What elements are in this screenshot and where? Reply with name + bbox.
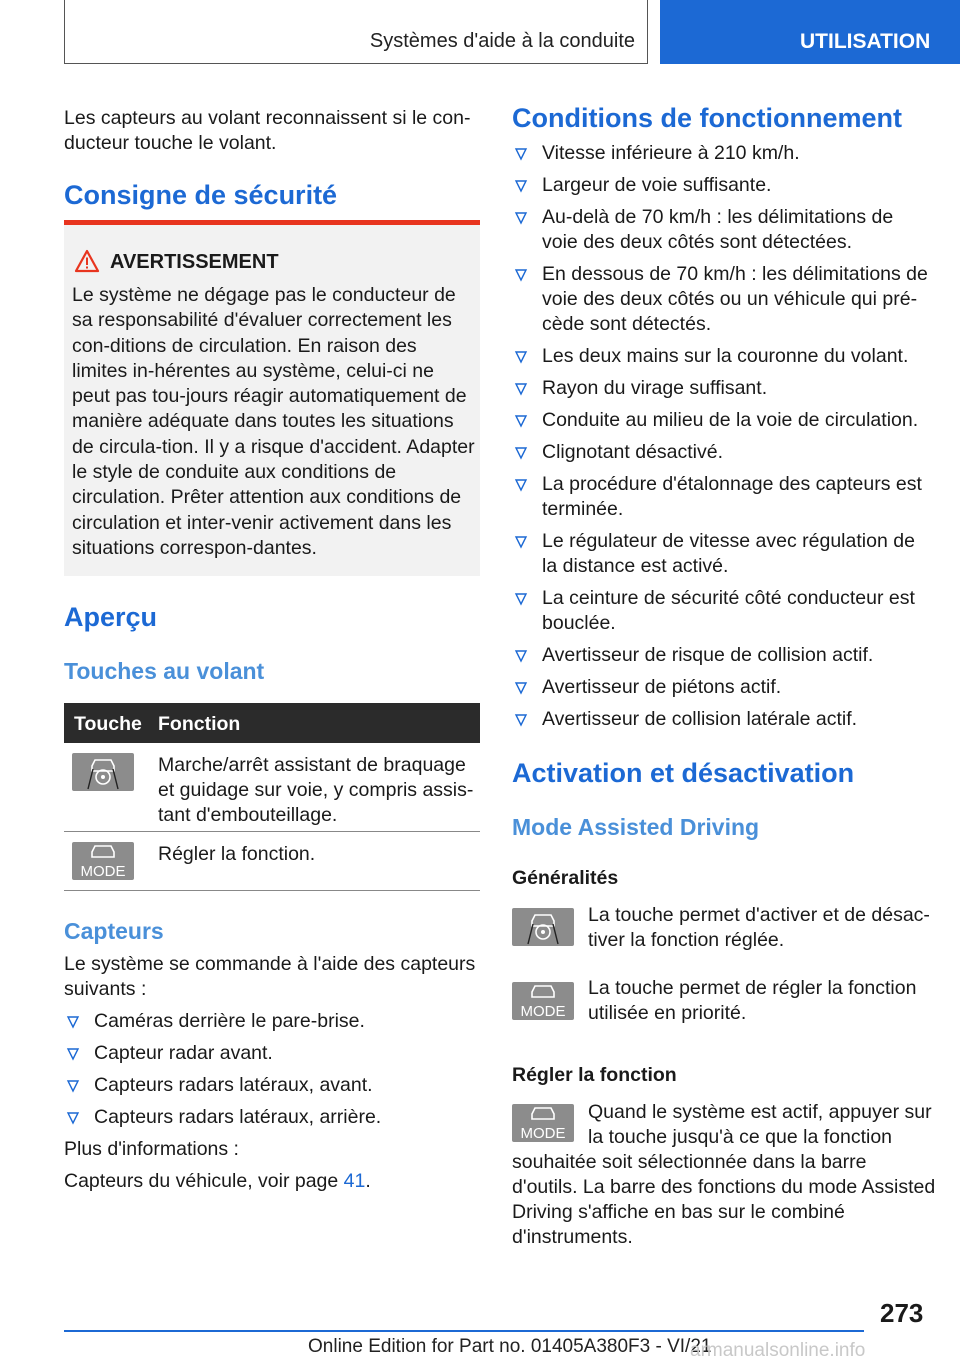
table-row (64, 832, 480, 891)
footer-rule (64, 1330, 864, 1332)
table-row (64, 743, 480, 832)
mode-heading: Mode Assisted Driving (512, 814, 760, 840)
list-item: Caméras derrière le pare-brise. (64, 1009, 480, 1034)
mode-button-icon (512, 982, 574, 1020)
see-page-reference: Capteurs du véhicule, voir page 41. (64, 1170, 371, 1192)
mode-button-icon (512, 1104, 574, 1142)
warning-triangle-icon (74, 249, 100, 273)
list-item: En dessous de 70 km/h : les délimitations de voie des deux côtés ou un véhicule qui pré-cède sont détectés. (512, 262, 932, 337)
sensors-intro: Le système se commande à l'aide des capteurs suivants : (64, 953, 476, 1000)
general-text-1: La touche permet d'activer et de désac-tiver la fonction réglée. (588, 904, 930, 951)
triangle-bullet-icon (514, 411, 528, 429)
list-item: Capteurs radars latéraux, arrière. (64, 1105, 480, 1130)
overview-heading: Aperçu (64, 602, 158, 632)
list-item: La ceinture de sécurité côté conducteur est bouclée. (512, 586, 932, 636)
list-item: Le régulateur de vitesse avec régulation de la distance est activé. (512, 529, 932, 579)
triangle-bullet-icon (514, 678, 528, 696)
triangle-bullet-icon (66, 1012, 80, 1030)
sensors-heading: Capteurs (64, 918, 164, 944)
warning-body: Le système ne dégage pas le conducteur de sa responsabilité d'évaluer correctement les con-ditions de circulation. En raison des limites in-hérentes au système, celui-ci ne peut pas tou-jours réagir automatiquement de manière adéquate dans toutes les situations de circula-tion. Il y a risque d'accident. Adapter le style de conduite aux conditions de circulation. Prêter attention aux conditions de circulation et inter-venir activement dans les situations correspon-dantes. (72, 284, 475, 559)
mode-label: MODE (520, 1125, 566, 1142)
triangle-bullet-icon (66, 1044, 80, 1062)
list-item: Avertisseur de piétons actif. (512, 675, 932, 700)
intro-text: Les capteurs au volant reconnaissent si le con- ducteur touche le volant. (64, 107, 471, 154)
list-item: Largeur de voie suffisante. (512, 173, 932, 198)
list-item: Rayon du virage suffisant. (512, 376, 932, 401)
buttons-table (64, 703, 480, 891)
chapter-title: Systèmes d'aide à la conduite (369, 30, 635, 52)
sensors-list (64, 1009, 480, 1130)
watermark-text: armanualsonline.info (690, 1340, 866, 1361)
general-text-2: La touche permet de régler la fonction utilisée en priorité. (588, 977, 917, 1024)
list-item: Clignotant désactivé. (512, 440, 932, 465)
buttons-heading: Touches au volant (64, 658, 265, 684)
list-item: La procédure d'étalonnage des capteurs est terminée. (512, 472, 932, 522)
chapter-header-box (64, 0, 648, 64)
triangle-bullet-icon (66, 1076, 80, 1094)
steering-assist-icon (512, 908, 574, 946)
warning-box (64, 220, 480, 576)
triangle-bullet-icon (514, 443, 528, 461)
list-item: Les deux mains sur la couronne du volant. (512, 344, 932, 369)
col-touche: Touche (74, 713, 142, 735)
list-item: Conduite au milieu de la voie de circulation. (512, 408, 932, 433)
adjust-heading: Régler la fonction (512, 1064, 677, 1086)
mode-label: MODE (520, 1003, 566, 1020)
triangle-bullet-icon (514, 532, 528, 550)
list-item: Capteur radar avant. (64, 1041, 480, 1066)
warning-title: AVERTISSEMENT (110, 251, 279, 273)
general-heading: Généralités (512, 867, 619, 889)
triangle-bullet-icon (514, 265, 528, 283)
edition-text: Online Edition for Part no. 01405A380F3 - VI/21 (308, 1336, 712, 1357)
list-item: Capteurs radars latéraux, avant. (64, 1073, 480, 1098)
list-item: Avertisseur de risque de collision actif. (512, 643, 932, 668)
mode-button-icon (72, 842, 134, 880)
triangle-bullet-icon (514, 347, 528, 365)
row-text: Marche/arrêt assistant de braquage et guidage sur voie, y compris assis-tant d'embouteillage. (158, 754, 474, 826)
list-item: Vitesse inférieure à 210 km/h. (512, 141, 932, 166)
activation-heading: Activation et désactivation (512, 758, 855, 788)
adjust-text-2: souhaitée soit sélectionnée dans la barre d'outils. La barre des fonctions du mode Assisted Driving s'affiche en bas sur le combiné d'instruments. (512, 1151, 936, 1248)
triangle-bullet-icon (514, 144, 528, 162)
conditions-list (512, 141, 932, 732)
page-number: 273 (880, 1298, 924, 1328)
triangle-bullet-icon (514, 176, 528, 194)
triangle-bullet-icon (514, 208, 528, 226)
page-link[interactable]: 41 (343, 1170, 366, 1192)
triangle-bullet-icon (514, 379, 528, 397)
more-info-label: Plus d'informations : (64, 1138, 239, 1160)
table-header (64, 703, 480, 743)
adjust-text-1: Quand le système est actif, appuyer sur la touche jusqu'à ce que la fonction (588, 1101, 932, 1148)
triangle-bullet-icon (514, 475, 528, 493)
triangle-bullet-icon (514, 589, 528, 607)
triangle-bullet-icon (514, 646, 528, 664)
steering-assist-icon (72, 753, 134, 791)
conditions-heading: Conditions de fonctionnement (512, 103, 902, 133)
col-fonction: Fonction (158, 713, 241, 735)
list-item: Au-delà de 70 km/h : les délimitations de voie des deux côtés sont détectées. (512, 205, 932, 255)
triangle-bullet-icon (514, 710, 528, 728)
section-tab: UTILISATION (660, 0, 960, 64)
row-text: Régler la fonction. (158, 843, 316, 865)
list-item: Avertisseur de collision latérale actif. (512, 707, 932, 732)
mode-label: MODE (80, 863, 126, 880)
triangle-bullet-icon (66, 1108, 80, 1126)
safety-heading: Consigne de sécurité (64, 180, 338, 210)
